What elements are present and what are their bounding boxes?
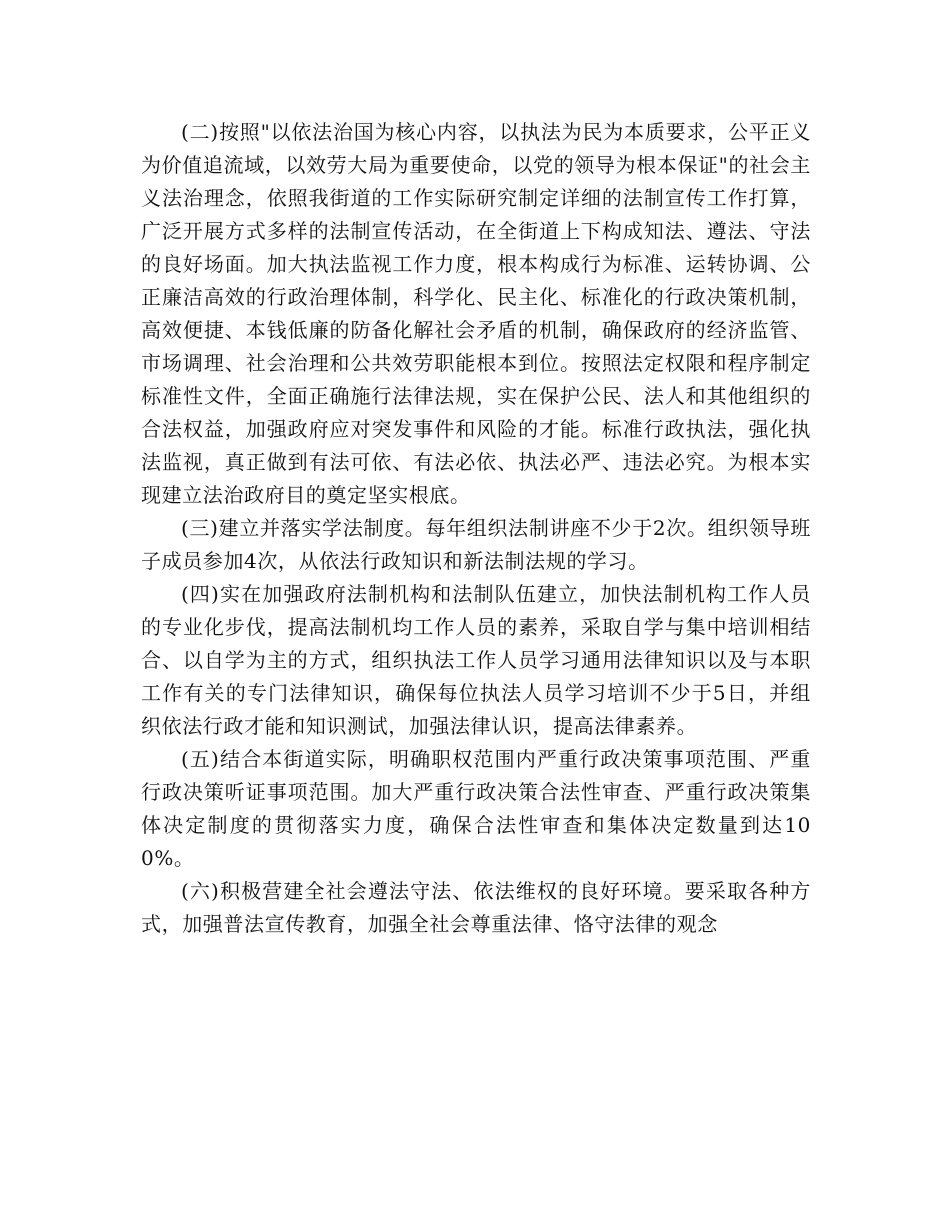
paragraph-6: (六)积极营建全社会遵法守法、依法维权的良好环境。要采取各种方式，加强普法宣传教育，加强全社会尊重法律、恪守法律的观念: [141, 879, 811, 936]
paragraph-3: (三)建立并落实学法制度。每年组织法制讲座不少于2次。组织领导班子成员参加4次，从依法行政知识和新法制法规的学习。: [141, 516, 811, 573]
paragraph-2: (二)按照"以依法治国为核心内容，以执法为民为本质要求，公平正义为价值追流域，以效劳大局为重要使命，以党的领导为根本保证"的社会主义法治理念，依照我街道的工作实际研究制定详细的法制宣传工作打算，广泛开展方式多样的法制宣传活动，在全街道上下构成知法、遵法、守法的良好场面。加大执法监视工作力度，根本构成行为标准、运转协调、公正廉洁高效的行政治理体制，科学化、民主化、标准化的行政决策机制，高效便捷、本钱低廉的防备化解社会矛盾的机制，确保政府的经济监管、市场调理、社会治理和公共效劳职能根本到位。按照法定权限和程序制定标准性文件，全面正确施行法律法规，实在保护公民、法人和其他组织的合法权益，加强政府应对突发事件和风险的才能。标准行政执法，强化执法监视，真正做到有法可依、有法必依、执法必严、违法必究。为根本实现建立法治政府目的奠定坚实根底。: [141, 120, 811, 507]
paragraph-5: (五)结合本街道实际，明确职权范围内严重行政决策事项范围、严重行政决策听证事项范围。加大严重行政决策合法性审查、严重行政决策集体决定制度的贯彻落实力度，确保合法性审查和集体决定数量到达100%。: [141, 747, 811, 870]
document-body: [141, 116, 811, 941]
paragraph-4: (四)实在加强政府法制机构和法制队伍建立，加快法制机构工作人员的专业化步伐，提高法制机均工作人员的素养，采取自学与集中培训相结合、以自学为主的方式，组织执法工作人员学习通用法律知识以及与本职工作有关的专门法律知识，确保每位执法人员学习培训不少于5日，并组织依法行政才能和知识测试，加强法律认识，提高法律素养。: [141, 582, 811, 738]
